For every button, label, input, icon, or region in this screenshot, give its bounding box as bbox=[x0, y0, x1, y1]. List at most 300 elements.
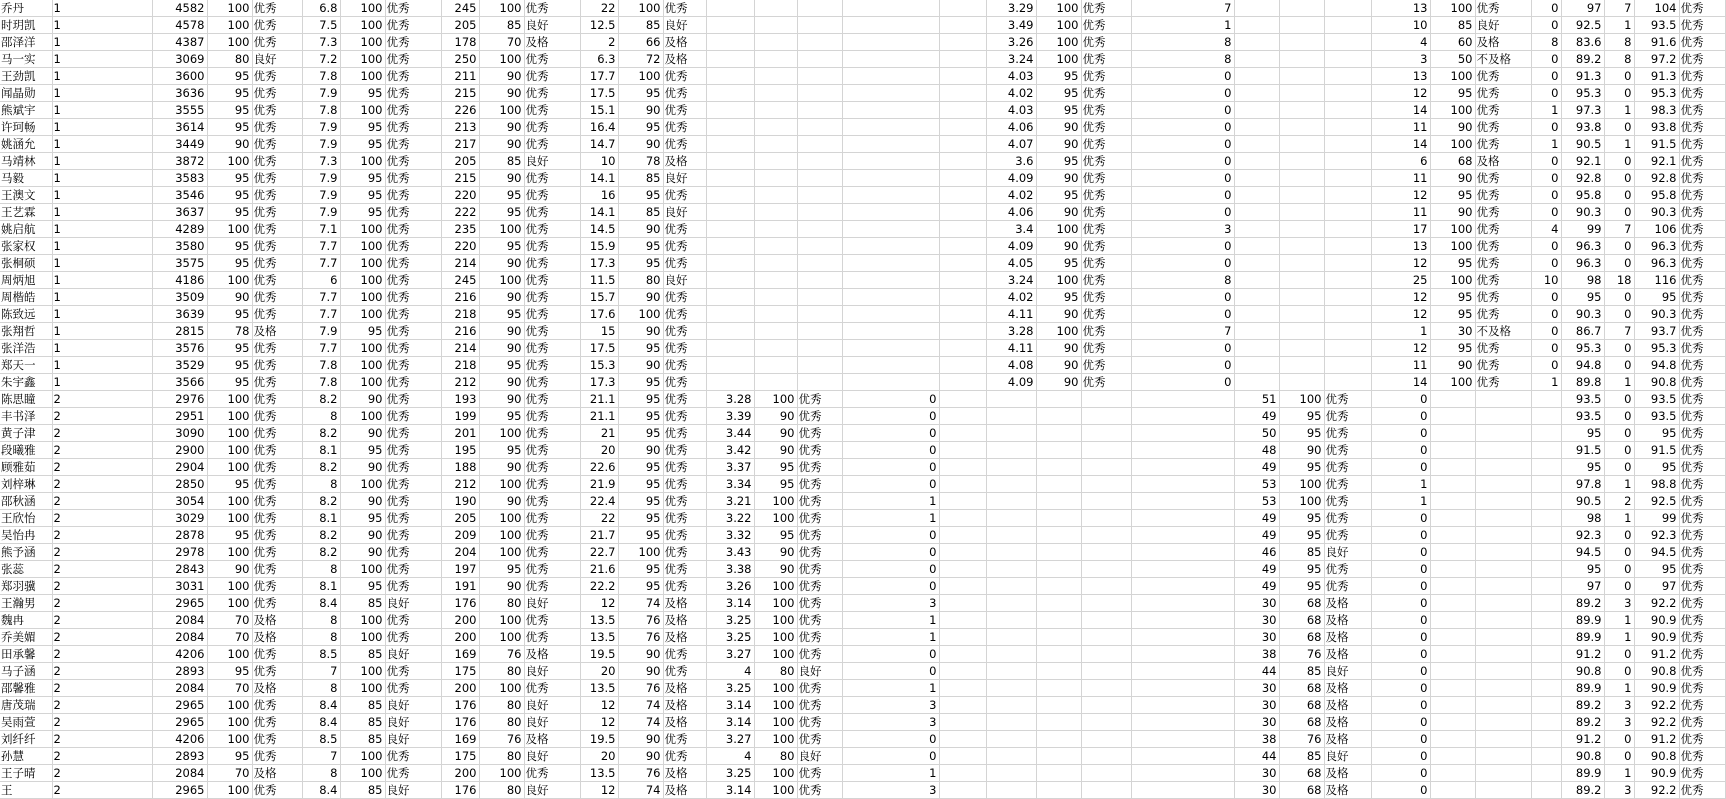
table-cell[interactable] bbox=[1131, 391, 1234, 408]
table-cell[interactable]: 0 bbox=[1371, 680, 1430, 697]
table-cell[interactable]: 95 bbox=[618, 493, 663, 510]
table-cell[interactable]: 22.6 bbox=[580, 459, 618, 476]
table-cell[interactable] bbox=[1531, 680, 1561, 697]
table-cell[interactable]: 178 bbox=[441, 34, 479, 51]
table-cell[interactable]: 优秀 bbox=[385, 357, 441, 374]
table-cell[interactable]: 95 bbox=[207, 85, 252, 102]
table-cell[interactable]: 良好 bbox=[524, 663, 580, 680]
table-cell[interactable]: 100 bbox=[207, 697, 252, 714]
table-cell[interactable]: 4 bbox=[706, 663, 754, 680]
class-cell[interactable]: 2 bbox=[52, 493, 152, 510]
table-cell[interactable]: 90.3 bbox=[1634, 204, 1679, 221]
table-cell[interactable]: 及格 bbox=[252, 680, 302, 697]
table-cell[interactable]: 优秀 bbox=[385, 323, 441, 340]
table-cell[interactable] bbox=[986, 612, 1036, 629]
table-cell[interactable] bbox=[797, 17, 842, 34]
table-cell[interactable] bbox=[1036, 680, 1081, 697]
table-cell[interactable]: 优秀 bbox=[797, 765, 842, 782]
table-cell[interactable]: 0 bbox=[842, 459, 939, 476]
table-cell[interactable] bbox=[1036, 748, 1081, 765]
table-cell[interactable]: 6 bbox=[302, 272, 340, 289]
student-name-cell[interactable]: 马子涵 bbox=[0, 663, 52, 680]
table-cell[interactable]: 优秀 bbox=[1081, 306, 1131, 323]
table-cell[interactable] bbox=[1279, 102, 1324, 119]
table-cell[interactable] bbox=[1081, 459, 1131, 476]
table-cell[interactable]: 104 bbox=[1634, 0, 1679, 17]
table-cell[interactable] bbox=[1036, 595, 1081, 612]
table-cell[interactable]: 0 bbox=[1531, 187, 1561, 204]
table-cell[interactable]: 100 bbox=[1279, 391, 1324, 408]
table-cell[interactable]: 14 bbox=[1371, 374, 1430, 391]
table-cell[interactable]: 优秀 bbox=[1679, 17, 1725, 34]
table-cell[interactable]: 优秀 bbox=[252, 408, 302, 425]
table-cell[interactable]: 95 bbox=[340, 510, 385, 527]
table-cell[interactable] bbox=[1131, 612, 1234, 629]
table-cell[interactable] bbox=[1324, 238, 1371, 255]
student-name-cell[interactable]: 王瀚男 bbox=[0, 595, 52, 612]
table-cell[interactable]: 优秀 bbox=[252, 221, 302, 238]
table-cell[interactable]: 3636 bbox=[152, 85, 207, 102]
table-cell[interactable] bbox=[1279, 306, 1324, 323]
table-cell[interactable]: 3.28 bbox=[986, 323, 1036, 340]
table-cell[interactable]: 0 bbox=[1131, 238, 1234, 255]
table-cell[interactable]: 优秀 bbox=[797, 425, 842, 442]
table-cell[interactable]: 80 bbox=[479, 663, 524, 680]
table-cell[interactable]: 68 bbox=[1279, 680, 1324, 697]
table-cell[interactable] bbox=[1234, 102, 1279, 119]
table-cell[interactable] bbox=[939, 136, 986, 153]
table-cell[interactable]: 优秀 bbox=[524, 238, 580, 255]
table-cell[interactable]: 2893 bbox=[152, 663, 207, 680]
table-cell[interactable]: 及格 bbox=[663, 51, 706, 68]
table-cell[interactable]: 7.8 bbox=[302, 357, 340, 374]
student-name-cell[interactable]: 田承馨 bbox=[0, 646, 52, 663]
table-cell[interactable] bbox=[1279, 34, 1324, 51]
table-cell[interactable]: 0 bbox=[1531, 0, 1561, 17]
table-cell[interactable]: 46 bbox=[1234, 544, 1279, 561]
table-cell[interactable]: 100 bbox=[1036, 51, 1081, 68]
table-cell[interactable]: 13 bbox=[1371, 0, 1430, 17]
table-cell[interactable]: 优秀 bbox=[524, 408, 580, 425]
table-cell[interactable]: 7.5 bbox=[302, 17, 340, 34]
table-cell[interactable]: 91.5 bbox=[1634, 442, 1679, 459]
student-name-cell[interactable]: 王欣怡 bbox=[0, 510, 52, 527]
table-cell[interactable] bbox=[986, 561, 1036, 578]
table-cell[interactable]: 11 bbox=[1371, 204, 1430, 221]
table-cell[interactable]: 21.9 bbox=[580, 476, 618, 493]
table-cell[interactable] bbox=[939, 748, 986, 765]
table-cell[interactable]: 100 bbox=[207, 17, 252, 34]
table-cell[interactable]: 94.5 bbox=[1561, 544, 1604, 561]
table-cell[interactable]: 3 bbox=[1604, 782, 1634, 799]
table-cell[interactable] bbox=[1324, 85, 1371, 102]
table-cell[interactable] bbox=[1131, 476, 1234, 493]
table-cell[interactable] bbox=[754, 238, 797, 255]
class-cell[interactable]: 2 bbox=[52, 527, 152, 544]
table-cell[interactable]: 22.2 bbox=[580, 578, 618, 595]
table-cell[interactable] bbox=[1475, 578, 1531, 595]
table-cell[interactable]: 优秀 bbox=[385, 680, 441, 697]
table-cell[interactable]: 优秀 bbox=[524, 119, 580, 136]
table-cell[interactable]: 1 bbox=[1531, 136, 1561, 153]
table-cell[interactable]: 92.3 bbox=[1634, 527, 1679, 544]
table-cell[interactable]: 优秀 bbox=[1679, 68, 1725, 85]
table-cell[interactable]: 优秀 bbox=[385, 136, 441, 153]
table-cell[interactable]: 95 bbox=[1279, 408, 1324, 425]
table-cell[interactable]: 100 bbox=[754, 714, 797, 731]
table-cell[interactable]: 0 bbox=[842, 578, 939, 595]
table-cell[interactable]: 4.02 bbox=[986, 289, 1036, 306]
table-cell[interactable] bbox=[1475, 459, 1531, 476]
table-cell[interactable]: 100 bbox=[1430, 238, 1475, 255]
table-cell[interactable]: 0 bbox=[1604, 357, 1634, 374]
table-cell[interactable]: 优秀 bbox=[524, 510, 580, 527]
table-cell[interactable] bbox=[1531, 476, 1561, 493]
table-cell[interactable] bbox=[1531, 544, 1561, 561]
table-cell[interactable]: 12 bbox=[580, 782, 618, 799]
table-cell[interactable]: 1 bbox=[1371, 493, 1430, 510]
table-cell[interactable] bbox=[1279, 51, 1324, 68]
table-cell[interactable]: 优秀 bbox=[252, 714, 302, 731]
table-cell[interactable] bbox=[1430, 680, 1475, 697]
table-cell[interactable]: 7.9 bbox=[302, 170, 340, 187]
table-cell[interactable]: 优秀 bbox=[1679, 748, 1725, 765]
table-cell[interactable]: 3 bbox=[1604, 595, 1634, 612]
table-cell[interactable]: 3.14 bbox=[706, 714, 754, 731]
table-cell[interactable]: 17.7 bbox=[580, 68, 618, 85]
table-cell[interactable]: 优秀 bbox=[1081, 170, 1131, 187]
table-cell[interactable]: 76 bbox=[618, 765, 663, 782]
table-cell[interactable]: 优秀 bbox=[385, 663, 441, 680]
table-cell[interactable]: 1 bbox=[1371, 323, 1430, 340]
table-cell[interactable]: 100 bbox=[207, 459, 252, 476]
table-cell[interactable]: 97.3 bbox=[1561, 102, 1604, 119]
table-cell[interactable] bbox=[1081, 646, 1131, 663]
table-cell[interactable] bbox=[1234, 306, 1279, 323]
table-cell[interactable] bbox=[1081, 697, 1131, 714]
table-cell[interactable]: 优秀 bbox=[252, 391, 302, 408]
table-cell[interactable]: 7.1 bbox=[302, 221, 340, 238]
table-cell[interactable]: 95 bbox=[207, 238, 252, 255]
table-cell[interactable] bbox=[1036, 697, 1081, 714]
table-cell[interactable]: 12.5 bbox=[580, 17, 618, 34]
table-cell[interactable]: 优秀 bbox=[1081, 136, 1131, 153]
table-cell[interactable]: 优秀 bbox=[1679, 782, 1725, 799]
table-cell[interactable]: 90 bbox=[207, 289, 252, 306]
table-cell[interactable]: 95 bbox=[1634, 425, 1679, 442]
table-cell[interactable]: 及格 bbox=[663, 629, 706, 646]
table-cell[interactable] bbox=[706, 170, 754, 187]
table-cell[interactable]: 15 bbox=[580, 323, 618, 340]
table-cell[interactable]: 74 bbox=[618, 782, 663, 799]
table-cell[interactable]: 30 bbox=[1234, 697, 1279, 714]
table-cell[interactable]: 3 bbox=[842, 595, 939, 612]
table-cell[interactable]: 4.07 bbox=[986, 136, 1036, 153]
class-cell[interactable]: 2 bbox=[52, 425, 152, 442]
table-cell[interactable]: 7 bbox=[302, 748, 340, 765]
table-cell[interactable]: 优秀 bbox=[252, 187, 302, 204]
table-cell[interactable]: 0 bbox=[1604, 646, 1634, 663]
table-cell[interactable] bbox=[842, 289, 939, 306]
table-cell[interactable] bbox=[797, 153, 842, 170]
table-cell[interactable]: 1 bbox=[842, 629, 939, 646]
table-cell[interactable]: 0 bbox=[1604, 527, 1634, 544]
table-cell[interactable]: 0 bbox=[1604, 578, 1634, 595]
table-cell[interactable]: 90.3 bbox=[1561, 306, 1604, 323]
table-cell[interactable]: 优秀 bbox=[385, 544, 441, 561]
table-cell[interactable] bbox=[1081, 595, 1131, 612]
table-cell[interactable]: 95 bbox=[754, 476, 797, 493]
table-cell[interactable]: 3.25 bbox=[706, 680, 754, 697]
table-cell[interactable]: 3 bbox=[1131, 221, 1234, 238]
table-cell[interactable]: 205 bbox=[441, 510, 479, 527]
table-cell[interactable]: 90 bbox=[479, 374, 524, 391]
table-cell[interactable]: 优秀 bbox=[1475, 0, 1531, 17]
table-cell[interactable]: 91.5 bbox=[1561, 442, 1604, 459]
table-cell[interactable]: 30 bbox=[1234, 765, 1279, 782]
table-cell[interactable] bbox=[1475, 544, 1531, 561]
table-cell[interactable]: 0 bbox=[1371, 663, 1430, 680]
table-cell[interactable]: 90.9 bbox=[1634, 765, 1679, 782]
table-cell[interactable]: 100 bbox=[754, 391, 797, 408]
table-cell[interactable] bbox=[1430, 425, 1475, 442]
table-cell[interactable]: 7.9 bbox=[302, 119, 340, 136]
table-cell[interactable]: 90 bbox=[1036, 170, 1081, 187]
table-cell[interactable] bbox=[797, 323, 842, 340]
table-cell[interactable]: 4 bbox=[706, 748, 754, 765]
table-cell[interactable]: 100 bbox=[340, 221, 385, 238]
table-cell[interactable]: 0 bbox=[1531, 17, 1561, 34]
table-cell[interactable]: 8 bbox=[302, 561, 340, 578]
table-cell[interactable]: 93.8 bbox=[1634, 119, 1679, 136]
table-cell[interactable]: 95 bbox=[1430, 85, 1475, 102]
table-cell[interactable]: 优秀 bbox=[1679, 561, 1725, 578]
table-cell[interactable]: 74 bbox=[618, 595, 663, 612]
table-cell[interactable] bbox=[1430, 442, 1475, 459]
table-cell[interactable]: 及格 bbox=[252, 612, 302, 629]
table-cell[interactable]: 良好 bbox=[385, 646, 441, 663]
table-cell[interactable]: 95 bbox=[1036, 68, 1081, 85]
table-cell[interactable]: 优秀 bbox=[1475, 340, 1531, 357]
table-cell[interactable] bbox=[1279, 357, 1324, 374]
table-cell[interactable]: 89.2 bbox=[1561, 51, 1604, 68]
table-cell[interactable]: 93.5 bbox=[1634, 17, 1679, 34]
table-cell[interactable]: 95 bbox=[207, 68, 252, 85]
table-cell[interactable] bbox=[1324, 272, 1371, 289]
table-cell[interactable] bbox=[986, 527, 1036, 544]
table-cell[interactable] bbox=[1131, 731, 1234, 748]
table-cell[interactable]: 100 bbox=[1430, 0, 1475, 17]
table-cell[interactable]: 97.2 bbox=[1634, 51, 1679, 68]
table-cell[interactable]: 0 bbox=[842, 544, 939, 561]
table-cell[interactable] bbox=[1475, 510, 1531, 527]
table-cell[interactable]: 95 bbox=[618, 408, 663, 425]
table-cell[interactable]: 90.3 bbox=[1561, 204, 1604, 221]
table-cell[interactable]: 68 bbox=[1279, 612, 1324, 629]
table-cell[interactable]: 19.5 bbox=[580, 731, 618, 748]
table-cell[interactable]: 95 bbox=[1430, 306, 1475, 323]
table-cell[interactable]: 30 bbox=[1234, 680, 1279, 697]
table-cell[interactable]: 68 bbox=[1279, 714, 1324, 731]
table-cell[interactable]: 3.39 bbox=[706, 408, 754, 425]
table-cell[interactable]: 13 bbox=[1371, 68, 1430, 85]
table-cell[interactable]: 80 bbox=[618, 272, 663, 289]
table-cell[interactable]: 6.3 bbox=[580, 51, 618, 68]
table-cell[interactable] bbox=[1081, 680, 1131, 697]
table-cell[interactable]: 优秀 bbox=[252, 357, 302, 374]
table-cell[interactable] bbox=[1279, 238, 1324, 255]
table-cell[interactable]: 4.09 bbox=[986, 238, 1036, 255]
table-cell[interactable]: 优秀 bbox=[252, 748, 302, 765]
table-cell[interactable]: 97.8 bbox=[1561, 476, 1604, 493]
table-cell[interactable]: 7.9 bbox=[302, 204, 340, 221]
table-cell[interactable]: 49 bbox=[1234, 527, 1279, 544]
table-cell[interactable]: 优秀 bbox=[797, 595, 842, 612]
table-cell[interactable]: 优秀 bbox=[524, 357, 580, 374]
table-cell[interactable] bbox=[754, 272, 797, 289]
table-cell[interactable] bbox=[939, 272, 986, 289]
table-cell[interactable]: 78 bbox=[618, 153, 663, 170]
table-cell[interactable]: 17.5 bbox=[580, 340, 618, 357]
table-cell[interactable]: 3 bbox=[1604, 697, 1634, 714]
table-cell[interactable]: 92.2 bbox=[1634, 697, 1679, 714]
table-cell[interactable]: 1 bbox=[1531, 102, 1561, 119]
table-cell[interactable]: 0 bbox=[1371, 765, 1430, 782]
class-cell[interactable]: 2 bbox=[52, 476, 152, 493]
table-cell[interactable]: 3.29 bbox=[986, 0, 1036, 17]
table-cell[interactable]: 100 bbox=[479, 476, 524, 493]
table-cell[interactable]: 95 bbox=[1279, 459, 1324, 476]
table-cell[interactable]: 0 bbox=[842, 391, 939, 408]
table-cell[interactable]: 优秀 bbox=[797, 408, 842, 425]
table-cell[interactable]: 优秀 bbox=[1475, 136, 1531, 153]
table-cell[interactable]: 3.14 bbox=[706, 697, 754, 714]
table-cell[interactable]: 优秀 bbox=[1679, 680, 1725, 697]
table-cell[interactable] bbox=[1036, 527, 1081, 544]
table-cell[interactable]: 及格 bbox=[1324, 612, 1371, 629]
table-cell[interactable] bbox=[986, 459, 1036, 476]
table-cell[interactable] bbox=[1234, 51, 1279, 68]
student-name-cell[interactable]: 段曦雅 bbox=[0, 442, 52, 459]
table-cell[interactable]: 100 bbox=[207, 272, 252, 289]
table-cell[interactable]: 优秀 bbox=[385, 170, 441, 187]
class-cell[interactable]: 1 bbox=[52, 102, 152, 119]
table-cell[interactable]: 10 bbox=[580, 153, 618, 170]
table-cell[interactable]: 0 bbox=[1371, 697, 1430, 714]
table-cell[interactable] bbox=[939, 323, 986, 340]
table-cell[interactable]: 209 bbox=[441, 527, 479, 544]
table-cell[interactable]: 90 bbox=[207, 561, 252, 578]
table-cell[interactable]: 良好 bbox=[252, 51, 302, 68]
table-cell[interactable]: 3637 bbox=[152, 204, 207, 221]
table-cell[interactable]: 3546 bbox=[152, 187, 207, 204]
table-cell[interactable]: 100 bbox=[340, 289, 385, 306]
table-cell[interactable]: 100 bbox=[1430, 374, 1475, 391]
student-name-cell[interactable]: 陈致远 bbox=[0, 306, 52, 323]
table-cell[interactable]: 优秀 bbox=[663, 459, 706, 476]
table-cell[interactable]: 优秀 bbox=[1679, 646, 1725, 663]
table-cell[interactable]: 优秀 bbox=[385, 221, 441, 238]
table-cell[interactable]: 3.24 bbox=[986, 51, 1036, 68]
table-cell[interactable] bbox=[706, 17, 754, 34]
table-cell[interactable]: 3 bbox=[842, 714, 939, 731]
table-cell[interactable]: 及格 bbox=[1324, 714, 1371, 731]
table-cell[interactable]: 4.05 bbox=[986, 255, 1036, 272]
table-cell[interactable]: 优秀 bbox=[252, 527, 302, 544]
table-cell[interactable] bbox=[1279, 153, 1324, 170]
table-cell[interactable]: 0 bbox=[1131, 119, 1234, 136]
table-cell[interactable]: 95 bbox=[479, 204, 524, 221]
table-cell[interactable] bbox=[1036, 731, 1081, 748]
table-cell[interactable]: 12 bbox=[1371, 85, 1430, 102]
table-cell[interactable] bbox=[1234, 204, 1279, 221]
table-cell[interactable]: 3583 bbox=[152, 170, 207, 187]
table-cell[interactable]: 100 bbox=[479, 221, 524, 238]
table-cell[interactable]: 优秀 bbox=[797, 510, 842, 527]
student-name-cell[interactable]: 陈思瞳 bbox=[0, 391, 52, 408]
table-cell[interactable]: 优秀 bbox=[252, 68, 302, 85]
table-cell[interactable] bbox=[754, 68, 797, 85]
table-cell[interactable]: 90.8 bbox=[1561, 748, 1604, 765]
table-cell[interactable]: 50 bbox=[1234, 425, 1279, 442]
table-cell[interactable]: 0 bbox=[1604, 425, 1634, 442]
table-cell[interactable]: 3029 bbox=[152, 510, 207, 527]
table-cell[interactable]: 74 bbox=[618, 697, 663, 714]
table-cell[interactable]: 95 bbox=[207, 476, 252, 493]
table-cell[interactable] bbox=[939, 663, 986, 680]
table-cell[interactable]: 优秀 bbox=[1081, 374, 1131, 391]
table-cell[interactable]: 76 bbox=[618, 629, 663, 646]
table-cell[interactable]: 优秀 bbox=[1081, 238, 1131, 255]
table-cell[interactable]: 良好 bbox=[385, 595, 441, 612]
table-cell[interactable]: 优秀 bbox=[1475, 119, 1531, 136]
table-cell[interactable]: 7 bbox=[1131, 0, 1234, 17]
table-cell[interactable]: 90 bbox=[479, 289, 524, 306]
table-cell[interactable]: 90 bbox=[618, 748, 663, 765]
student-name-cell[interactable]: 顾雅茹 bbox=[0, 459, 52, 476]
table-cell[interactable]: 100 bbox=[479, 527, 524, 544]
table-cell[interactable]: 14 bbox=[1371, 102, 1430, 119]
table-cell[interactable]: 优秀 bbox=[1475, 187, 1531, 204]
table-cell[interactable]: 优秀 bbox=[1475, 272, 1531, 289]
table-cell[interactable]: 0 bbox=[842, 646, 939, 663]
table-cell[interactable]: 8 bbox=[1604, 34, 1634, 51]
table-cell[interactable]: 95 bbox=[1430, 187, 1475, 204]
table-cell[interactable]: 良好 bbox=[524, 17, 580, 34]
table-cell[interactable] bbox=[706, 374, 754, 391]
table-cell[interactable] bbox=[1279, 323, 1324, 340]
table-cell[interactable] bbox=[1531, 646, 1561, 663]
table-cell[interactable] bbox=[1430, 697, 1475, 714]
table-cell[interactable]: 90 bbox=[754, 561, 797, 578]
table-cell[interactable]: 100 bbox=[479, 425, 524, 442]
class-cell[interactable]: 1 bbox=[52, 289, 152, 306]
table-cell[interactable] bbox=[986, 714, 1036, 731]
table-cell[interactable]: 100 bbox=[340, 0, 385, 17]
table-cell[interactable]: 及格 bbox=[1324, 731, 1371, 748]
table-cell[interactable]: 90.5 bbox=[1561, 136, 1604, 153]
table-cell[interactable]: 90 bbox=[618, 663, 663, 680]
table-cell[interactable]: 85 bbox=[340, 714, 385, 731]
table-cell[interactable]: 1 bbox=[1604, 374, 1634, 391]
table-cell[interactable]: 100 bbox=[754, 493, 797, 510]
table-cell[interactable]: 3.14 bbox=[706, 595, 754, 612]
table-cell[interactable] bbox=[1430, 748, 1475, 765]
table-cell[interactable]: 3.42 bbox=[706, 442, 754, 459]
table-cell[interactable]: 1 bbox=[842, 612, 939, 629]
table-cell[interactable]: 优秀 bbox=[252, 561, 302, 578]
table-cell[interactable]: 90 bbox=[340, 425, 385, 442]
